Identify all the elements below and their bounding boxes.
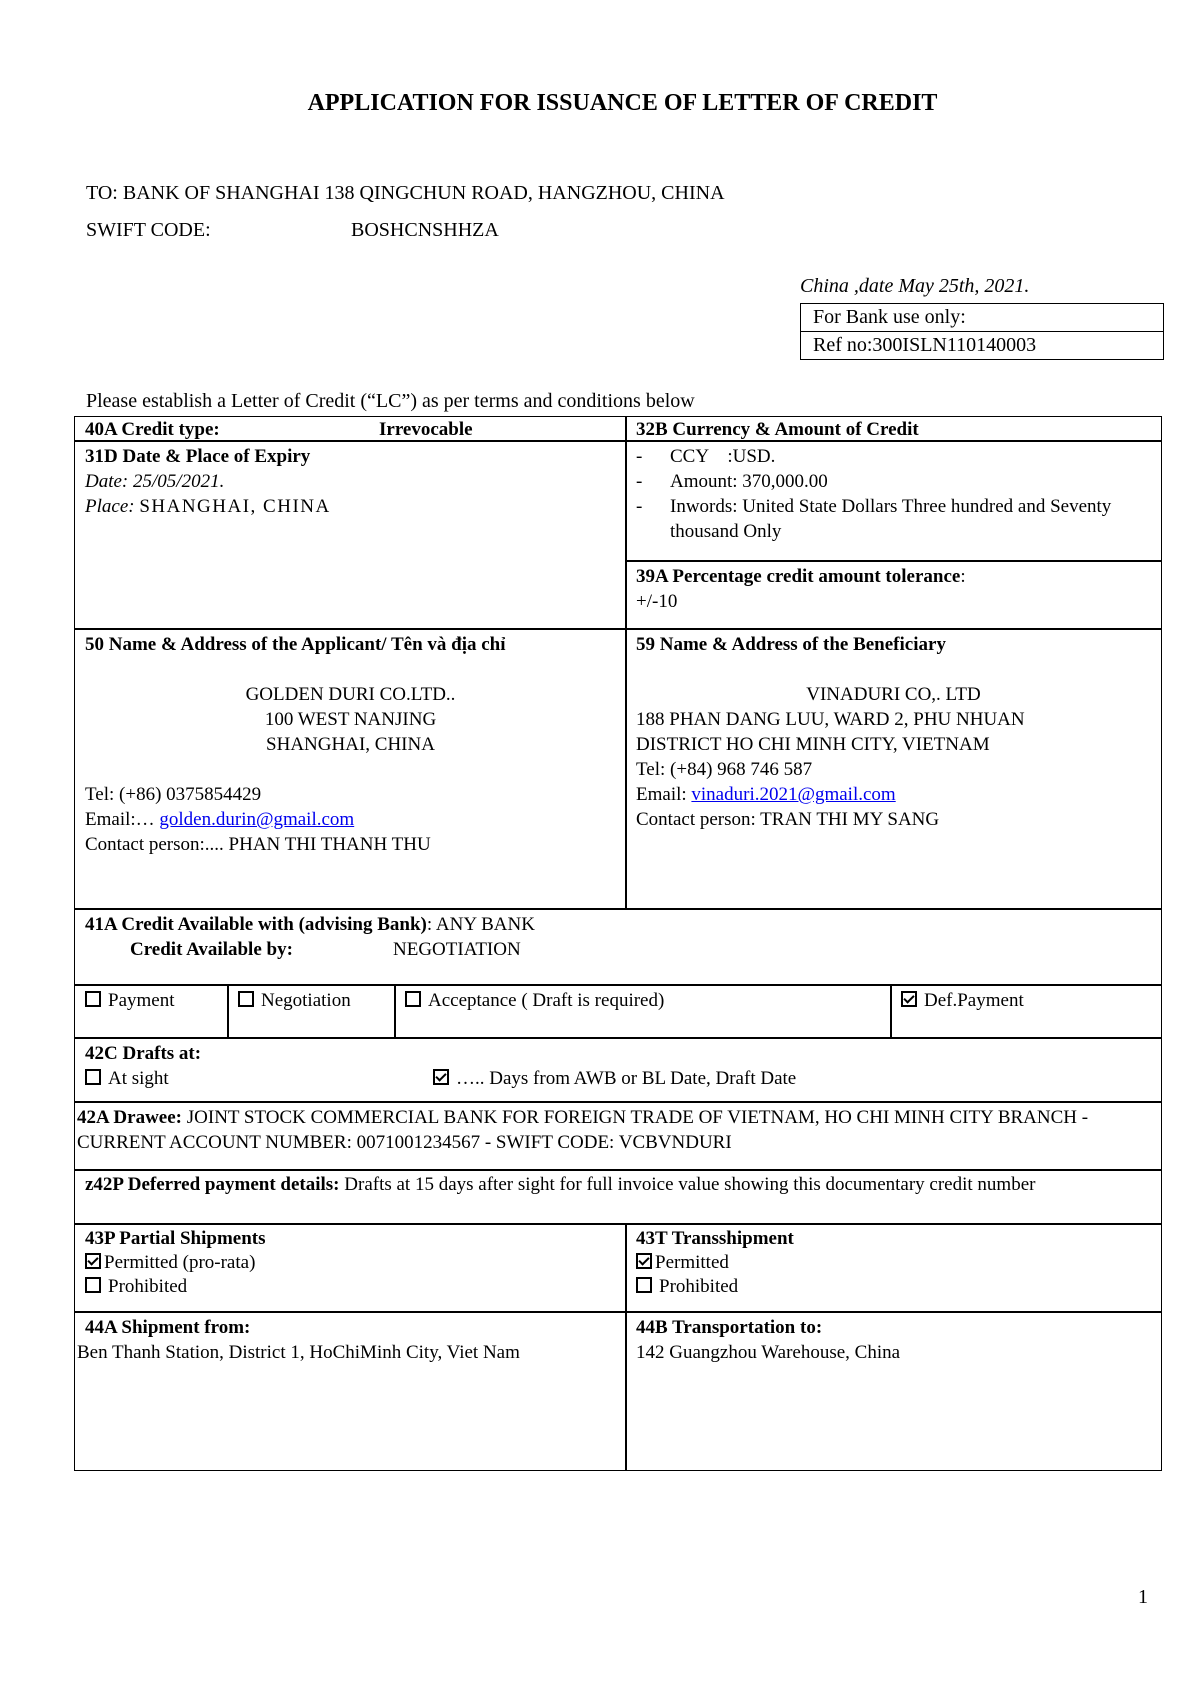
field-43p-label: 43P Partial Shipments [85,1228,266,1249]
field-41a-label: 41A Credit Available with (advising Bank) [85,914,427,935]
field-59-label: 59 Name & Address of the Beneficiary [636,634,946,655]
partial-permitted-checkbox-checked[interactable] [85,1253,101,1269]
field-42a [74,1101,1162,1171]
at-sight-label: At sight [108,1068,169,1089]
negotiation-checkbox[interactable] [238,991,254,1007]
field-43t [625,1223,1162,1313]
applicant-tel: Tel: (+86) 0375854429 [85,784,262,805]
beneficiary-email-link[interactable]: vinaduri.2021@gmail.com [691,784,896,805]
negotiation-label: Negotiation [261,990,351,1011]
field-31d-label: 31D Date & Place of Expiry [85,446,311,467]
intro-text: Please establish a Letter of Credit (“LC”) as per terms and conditions below [86,390,695,412]
transship-prohibited-label: Prohibited [659,1276,739,1297]
field-50-applicant [74,628,627,910]
shipment-from: Ben Thanh Station, District 1, HoChiMinh City, Viet Nam [77,1342,520,1363]
field-44a [74,1311,627,1471]
tolerance-value: +/-10 [636,591,678,612]
drawee-details: JOINT STOCK COMMERCIAL BANK FOR FOREIGN TRADE OF VIETNAM, HO CHI MINH CITY BRANCH - CURRENT ACCOUNT NUMBER: 0071001234567 - SWIFT CODE: VCBVNDURI [77,1107,1089,1153]
expiry-date-label: Date: [85,471,129,492]
currency: CCY :USD. [670,446,776,467]
field-42p [74,1169,1162,1225]
amount: Amount: 370,000.00 [670,471,828,492]
field-44b [625,1311,1162,1471]
field-42p-label: z42P Deferred payment details: [85,1174,340,1195]
field-39a-label: 39A Percentage credit amount tolerance [636,566,961,587]
field-40a-label: 40A Credit type: [85,419,220,440]
field-42c-label: 42C Drafts at: [85,1043,202,1064]
acceptance-label: Acceptance ( Draft is required) [428,990,665,1011]
available-by-value: NEGOTIATION [393,939,521,960]
applicant-name: GOLDEN DURI CO.LTD.. [245,684,456,705]
partial-prohibited-checkbox[interactable] [85,1277,101,1293]
page-title: APPLICATION FOR ISSUANCE OF LETTER OF CREDIT [307,90,938,116]
acceptance-checkbox[interactable] [405,991,421,1007]
amount-in-words: Inwords: United State Dollars Three hundred and Seventy thousand Only [670,496,1112,542]
def-payment-checkbox-checked[interactable] [901,991,917,1007]
transship-permitted-label: Permitted [655,1252,729,1273]
field-40a-value: Irrevocable [379,419,473,440]
payment-checkbox[interactable] [85,991,101,1007]
field-44a-label: 44A Shipment from: [85,1317,251,1338]
applicant-address-1: 100 WEST NANJING [264,709,437,730]
bank-use-box [800,303,1164,360]
field-32b-details: - CCY :USD. - Amount: 370,000.00 - Inwords: United State Dollars Three hundred and Seventy thousand Only [625,440,1162,562]
transship-permitted-checkbox-checked[interactable] [636,1253,652,1269]
partial-permitted-label: Permitted (pro-rata) [104,1252,256,1273]
field-32b-header [625,416,1162,442]
option-payment[interactable] [74,984,229,1039]
payment-label: Payment [108,990,175,1011]
partial-prohibited-label: Prohibited [108,1276,188,1297]
field-44b-label: 44B Transportation to: [636,1317,823,1338]
def-payment-label: Def.Payment [924,990,1024,1011]
expiry-place-label: Place: [85,496,135,517]
beneficiary-address-1: 188 PHAN DANG LUU, WARD 2, PHU NHUAN [636,709,1025,730]
bank-use-label: For Bank use only: [813,306,966,328]
days-label: ….. Days from AWB or BL Date, Draft Date [456,1068,797,1089]
expiry-place: SHANGHAI, CHINA [139,496,331,517]
field-41a [74,908,1162,986]
field-43p [74,1223,627,1313]
field-59-beneficiary [625,628,1162,910]
field-31d [74,440,627,630]
application-date: China ,date May 25th, 2021. [800,275,1030,297]
applicant-email-link[interactable]: golden.durin@gmail.com [159,809,355,830]
available-by-label: Credit Available by: [130,939,293,960]
applicant-email-label: Email:… [85,809,160,830]
field-39a-colon: : [960,566,966,587]
field-43t-label: 43T Transshipment [636,1228,794,1249]
option-acceptance[interactable] [394,984,892,1039]
field-50-label: 50 Name & Address of the Applicant/ Tên và địa chỉ [85,634,506,655]
to-bank-line: TO: BANK OF SHANGHAI 138 QINGCHUN ROAD, HANGZHOU, CHINA [86,182,725,204]
option-negotiation[interactable] [227,984,396,1039]
beneficiary-tel: Tel: (+84) 968 746 587 [636,759,813,780]
transship-prohibited-checkbox[interactable] [636,1277,652,1293]
days-checkbox-checked[interactable] [433,1069,449,1085]
applicant-address-2: SHANGHAI, CHINA [266,734,435,755]
lc-form-table [74,416,1162,1503]
applicant-contact: Contact person:.... PHAN THI THANH THU [85,834,431,855]
beneficiary-email-label: Email: [636,784,692,805]
bank-ref-number: Ref no:300ISLN110140003 [801,331,1163,359]
swift-label: SWIFT CODE: [86,219,211,241]
field-42a-label: 42A Drawee: [77,1107,182,1128]
option-def-payment[interactable] [890,984,1162,1039]
page-number: 1 [1138,1586,1148,1608]
expiry-date: 25/05/2021. [133,471,225,492]
transportation-to: 142 Guangzhou Warehouse, China [636,1342,901,1363]
field-40a [74,416,627,442]
advising-bank: : ANY BANK [426,914,535,935]
swift-line [86,219,686,242]
deferred-payment-details: Drafts at 15 days after sight for full invoice value showing this documentary credit number [344,1174,1036,1195]
beneficiary-address-2: DISTRICT HO CHI MINH CITY, VIETNAM [636,734,990,755]
field-39a [625,560,1162,630]
field-42c [74,1037,1162,1103]
beneficiary-name: VINADURI CO,. LTD [806,684,981,705]
at-sight-checkbox[interactable] [85,1069,101,1085]
beneficiary-contact: Contact person: TRAN THI MY SANG [636,809,940,830]
swift-code: BOSHCNSHHZA [351,219,499,241]
field-32b-label: 32B Currency & Amount of Credit [636,419,919,440]
